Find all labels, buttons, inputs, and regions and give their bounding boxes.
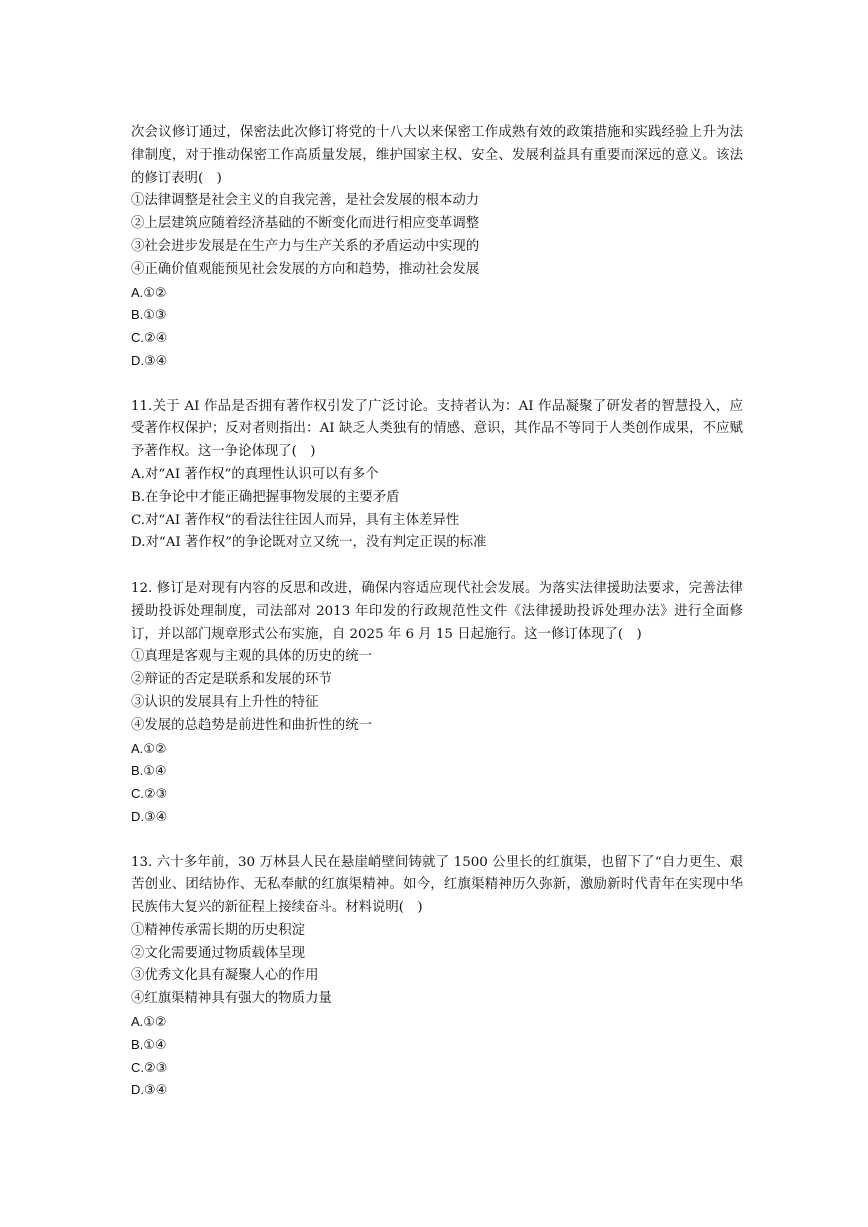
statement-4: ④正确价值观能预见社会发展的方向和趋势，推动社会发展	[131, 261, 480, 277]
statement-4: ④红旗渠精神具有强大的物质力量	[131, 991, 332, 1007]
statement-4: ④发展的总趋势是前进性和曲折性的统一	[131, 717, 373, 733]
option-b: B.在争论中才能正确把握事物发展的主要矛盾	[131, 489, 400, 505]
question-13	[131, 852, 743, 1103]
option-a: A.①②	[131, 1014, 167, 1030]
question-12	[131, 578, 743, 829]
option-b: B.①③	[131, 307, 167, 323]
option-d: D.对“AI 著作权”的争论既对立又统一，没有判定正误的标准	[131, 535, 487, 551]
option-d: D.③④	[131, 352, 168, 368]
statement-1: ①法律调整是社会主义的自我完善，是社会发展的根本动力	[131, 193, 480, 209]
option-a: A.①②	[131, 740, 167, 756]
option-c: C.对“AI 著作权“的看法往往因人而异，具有主体差异性	[131, 512, 460, 528]
option-b: B.①④	[131, 763, 167, 779]
question-stem: 13. 六十多年前，30 万林县人民在悬崖峭壁间铸就了 1500 公里长的红旗渠，也留下了“自力更生、艰苦创业、团结协作、无私奉献的红旗渠精神。如今，红旗渠精神历久弥新，激励新时代青年在实现中华民族伟大复兴的新征程上接续奋斗。材料说明( )	[131, 854, 743, 916]
statement-1: ①真理是客观与主观的具体的历史的统一	[131, 649, 373, 665]
spacer	[131, 373, 743, 396]
statement-2: ②辩证的否定是联系和发展的环节	[131, 672, 332, 688]
option-d: D.③④	[131, 808, 168, 824]
statement-3: ③优秀文化具有凝聚人心的作用	[131, 968, 319, 984]
page-content	[131, 122, 743, 1102]
question-stem: 次会议修订通过，保密法此次修订将党的十八大以来保密工作成熟有效的政策措施和实践经验上升为法律制度，对于推动保密工作高质量发展，维护国家主权、安全、发展利益具有重要而深远的意义。该法的修订表明( )	[131, 125, 743, 186]
spacer	[131, 555, 743, 578]
option-c: C.②③	[131, 786, 168, 802]
spacer	[131, 829, 743, 852]
statement-2: ②上层建筑应随着经济基础的不断变化而进行相应变革调整	[131, 216, 480, 232]
option-c: C.②③	[131, 1059, 168, 1075]
question-stem: 12. 修订是对现有内容的反思和改进，确保内容适应现代社会发展。为落实法律援助法要求，完善法律援助投诉处理制度，司法部对 2013 年印发的行政规范性文件《法律援助投诉处理办法》进行全面修订，并以部门规章形式公布实施，自 2025 年 6 月 15 日起施行。这一修订体现了( )	[131, 580, 743, 642]
statement-1: ①精神传承需长期的历史积淀	[131, 922, 306, 938]
option-a: A.对“AI 著作权”的真理性认识可以有多个	[131, 466, 379, 482]
statement-3: ③社会进步发展是在生产力与生产关系的矛盾运动中实现的	[131, 238, 480, 254]
option-a: A.①②	[131, 284, 167, 300]
statement-2: ②文化需要通过物质载体呈现	[131, 945, 306, 961]
question-10	[131, 122, 743, 373]
question-11	[131, 396, 743, 556]
question-stem: 11.关于 AI 作品是否拥有著作权引发了广泛讨论。支持者认为：AI 作品凝聚了研发者的智慧投入，应受著作权保护；反对者则指出：AI 缺乏人类独有的情感、意识，其作品不等同于人类创作成果，不应赋予著作权。这一争论体现了( )	[131, 398, 743, 460]
option-c: C.②④	[131, 330, 168, 346]
option-d: D.③④	[131, 1082, 168, 1098]
statement-3: ③认识的发展具有上升性的特征	[131, 694, 319, 710]
option-b: B.①④	[131, 1036, 167, 1052]
